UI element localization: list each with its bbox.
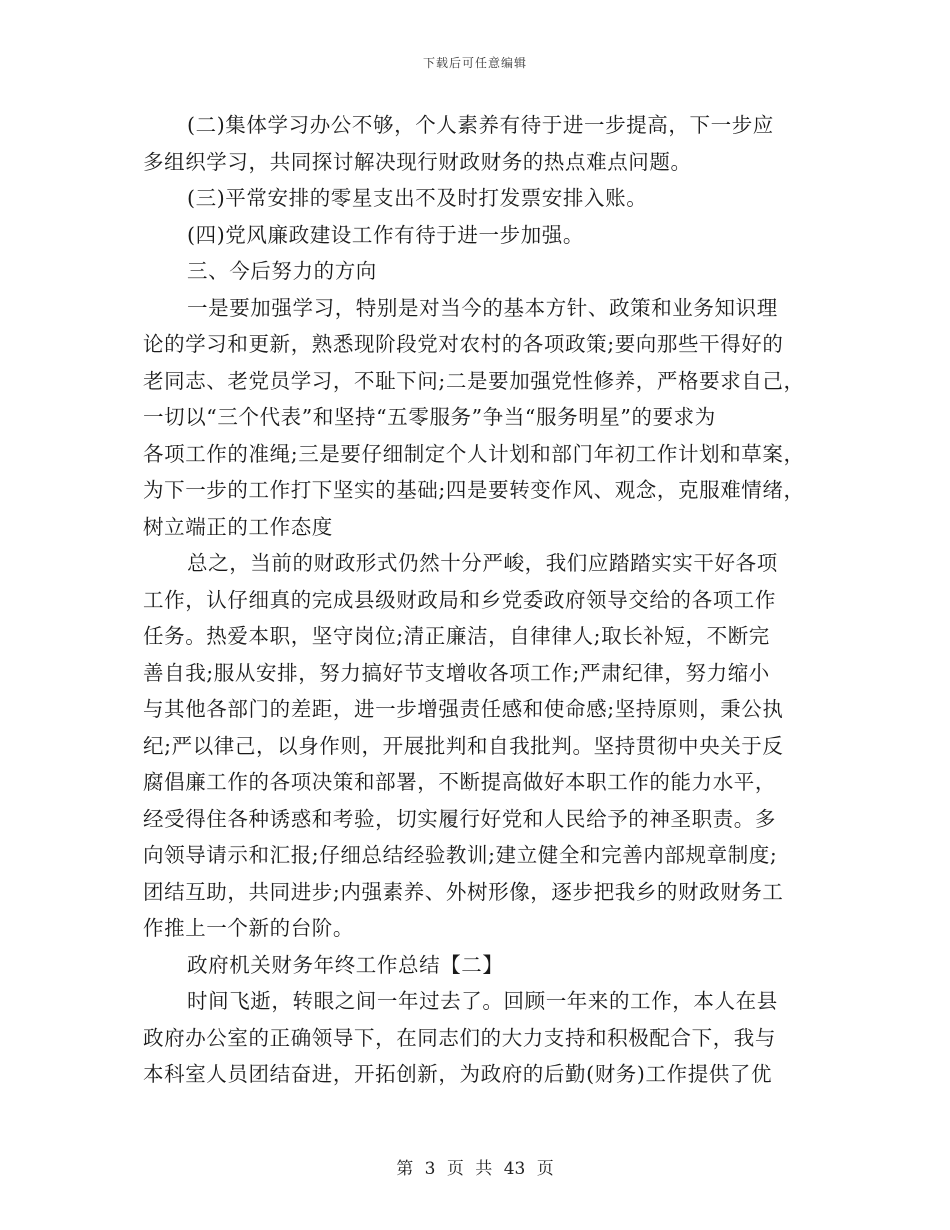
text-line: 为下一步的工作打下坚实的基础;四是要转变作风、观念，克服难情绪， xyxy=(143,478,805,502)
text-line: 多组织学习，共同探讨解决现行财政财务的热点难点问题。 xyxy=(143,149,692,174)
document-body xyxy=(143,107,807,1093)
text-line: 纪;严以律己，以身作则，开展批判和自我批判。坚持贯彻中央关于反 xyxy=(143,733,784,758)
text-line: 政府机关财务年终工作总结【二】 xyxy=(187,952,504,977)
text-line: (四)党风廉政建设工作有待于进一步加强。 xyxy=(187,222,584,247)
text-line: 本科室人员团结奋进，开拓创新，为政府的后勤(财务)工作提供了优 xyxy=(143,1062,773,1086)
text-line: 老同志、老党员学习，不耻下问;二是要加强党性修养，严格要求自己， xyxy=(143,368,805,393)
text-line: 树立端正的工作态度 xyxy=(143,514,333,539)
text-line: 一是要加强学习，特别是对当今的基本方针、政策和业务知识理 xyxy=(187,295,778,320)
text-line: 经受得住各种诱惑和考验，切实履行好党和人民给予的神圣职责。多 xyxy=(143,806,776,831)
text-line: 工作，认仔细真的完成县级财政局和乡党委政府领导交给的各项工作 xyxy=(143,587,776,612)
page-number: 第 3 页 共 43 页 xyxy=(396,1159,554,1179)
header-note: 下载后可任意编辑 xyxy=(422,56,527,70)
text-line: 政府办公室的正确领导下，在同志们的大力支持和积极配合下，我与 xyxy=(143,1025,776,1050)
text-line: 一切以“三个代表”和坚持“五零服务”争当“服务明星”的要求为 xyxy=(143,405,716,429)
text-line: 各项工作的准绳;三是要仔细制定个人计划和部门年初工作计划和草案， xyxy=(143,441,805,466)
text-line: 团结互助，共同进步;内强素养、外树形像，逐步把我乡的财政财务工 xyxy=(143,879,784,904)
text-line: 作推上一个新的台阶。 xyxy=(143,916,354,940)
text-line: 论的学习和更新，熟悉现阶段党对农村的各项政策;要向那些干得好的 xyxy=(143,332,784,356)
text-line: 与其他各部门的差距，进一步增强责任感和使命感;坚持原则，秉公执 xyxy=(143,697,784,721)
text-line: (三)平常安排的零星支出不及时打发票安排入账。 xyxy=(187,186,648,210)
text-line: 向领导请示和汇报;仔细总结经验教训;建立健全和完善内部规章制度; xyxy=(143,843,778,867)
text-line: 善自我;服从安排，努力搞好节支增收各项工作;严肃纪律，努力缩小 xyxy=(143,660,770,685)
text-line: 三、今后努力的方向 xyxy=(187,259,377,283)
text-line: 时间飞逝，转眼之间一年过去了。回顾一年来的工作，本人在县 xyxy=(187,989,778,1013)
text-line: (二)集体学习办公不够，个人素养有待于进一步提高，下一步应 xyxy=(187,113,774,137)
text-line: 腐倡廉工作的各项决策和部署，不断提高做好本职工作的能力水平， xyxy=(143,770,776,794)
text-line: 任务。热爱本职，坚守岗位;清正廉洁，自律律人;取长补短，不断完 xyxy=(143,624,770,648)
text-line: 总之，当前的财政形式仍然十分严峻，我们应踏踏实实干好各项 xyxy=(187,551,778,575)
